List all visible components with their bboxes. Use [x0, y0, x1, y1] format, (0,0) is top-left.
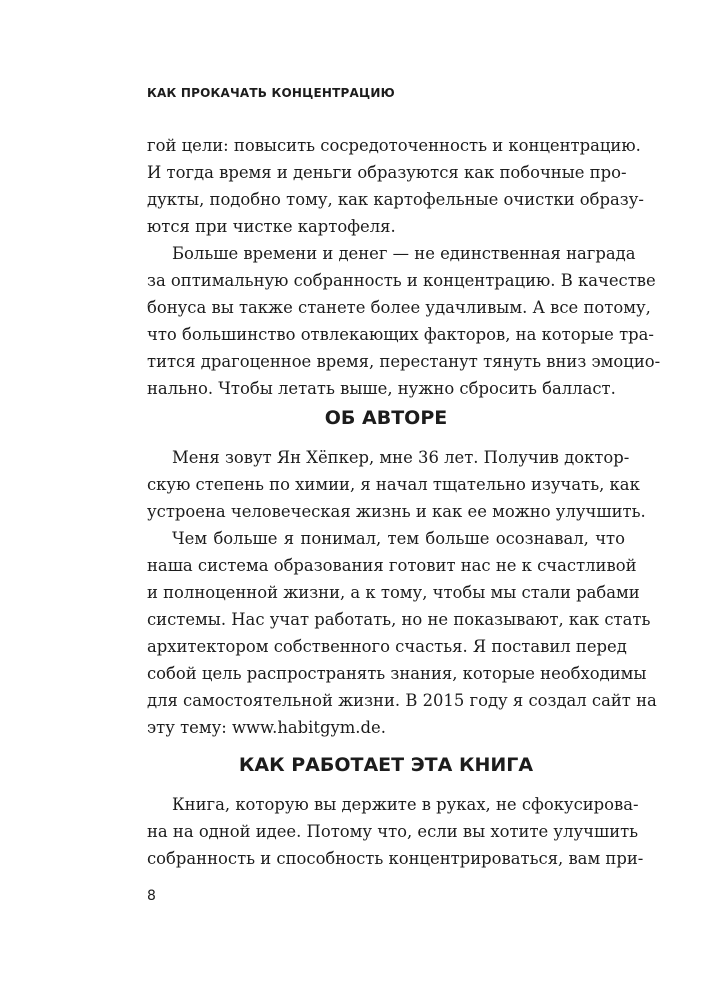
text-line: архитектором собственного счастья. Я поставил перед [147, 637, 627, 656]
how-text [147, 791, 644, 872]
text-line: эту тему: www.habitgym.de. [147, 718, 386, 737]
text-line: наша система образования готовит нас не к счастливой [147, 556, 637, 575]
page-number: 8 [147, 888, 156, 904]
text-line: И тогда время и деньги образуются как побочные про- [147, 163, 627, 182]
text-line: на на одной идее. Потому что, если вы хотите улучшить [147, 822, 639, 841]
text-line: за оптимальную собранность и концентрацию. В качестве [147, 271, 656, 290]
text-line: дукты, подобно тому, как картофельные очистки образу- [147, 190, 644, 209]
intro-text [147, 132, 661, 402]
text-line: для самостоятельной жизни. В 2015 году я создал сайт на [147, 691, 657, 710]
section-heading-about: ОБ АВТОРЕ [324, 407, 448, 429]
about-text [147, 444, 657, 741]
text-line: системы. Нас учат работать, но не показывают, как стать [147, 610, 651, 629]
text-line: собранность и способность концентрироваться, вам при- [147, 849, 644, 868]
running-head: КАК ПРОКАЧАТЬ КОНЦЕНТРАЦИЮ [147, 86, 395, 100]
section-heading-how: КАК РАБОТАЕТ ЭТА КНИГА [238, 754, 534, 776]
text-line: тится драгоценное время, перестанут тянуть вниз эмоцио- [147, 352, 661, 371]
text-line: бонуса вы также станете более удачливым. А все потому, [147, 298, 651, 317]
text-line: что большинство отвлекающих факторов, на которые тра- [147, 325, 654, 344]
text-line: Книга, которую вы держите в руках, не сфокусирова- [172, 795, 639, 814]
text-line: собой цель распространять знания, которые необходимы [147, 664, 647, 683]
text-line: Меня зовут Ян Хёпкер, мне 36 лет. Получив доктор- [172, 448, 630, 467]
text-line: и полноценной жизни, а к тому, чтобы мы стали рабами [147, 583, 640, 602]
text-line: Чем больше я понимал, тем больше осознавал, что [172, 529, 625, 548]
text-line: гой цели: повысить сосредоточенность и концентрацию. [147, 136, 641, 155]
text-line: устроена человеческая жизнь и как ее можно улучшить. [147, 502, 646, 521]
text-line: ются при чистке картофеля. [147, 217, 396, 236]
text-line: нально. Чтобы летать выше, нужно сбросить балласт. [147, 379, 616, 398]
text-line: Больше времени и денег — не единственная награда [172, 244, 636, 263]
text-line: скую степень по химии, я начал тщательно изучать, как [147, 475, 640, 494]
